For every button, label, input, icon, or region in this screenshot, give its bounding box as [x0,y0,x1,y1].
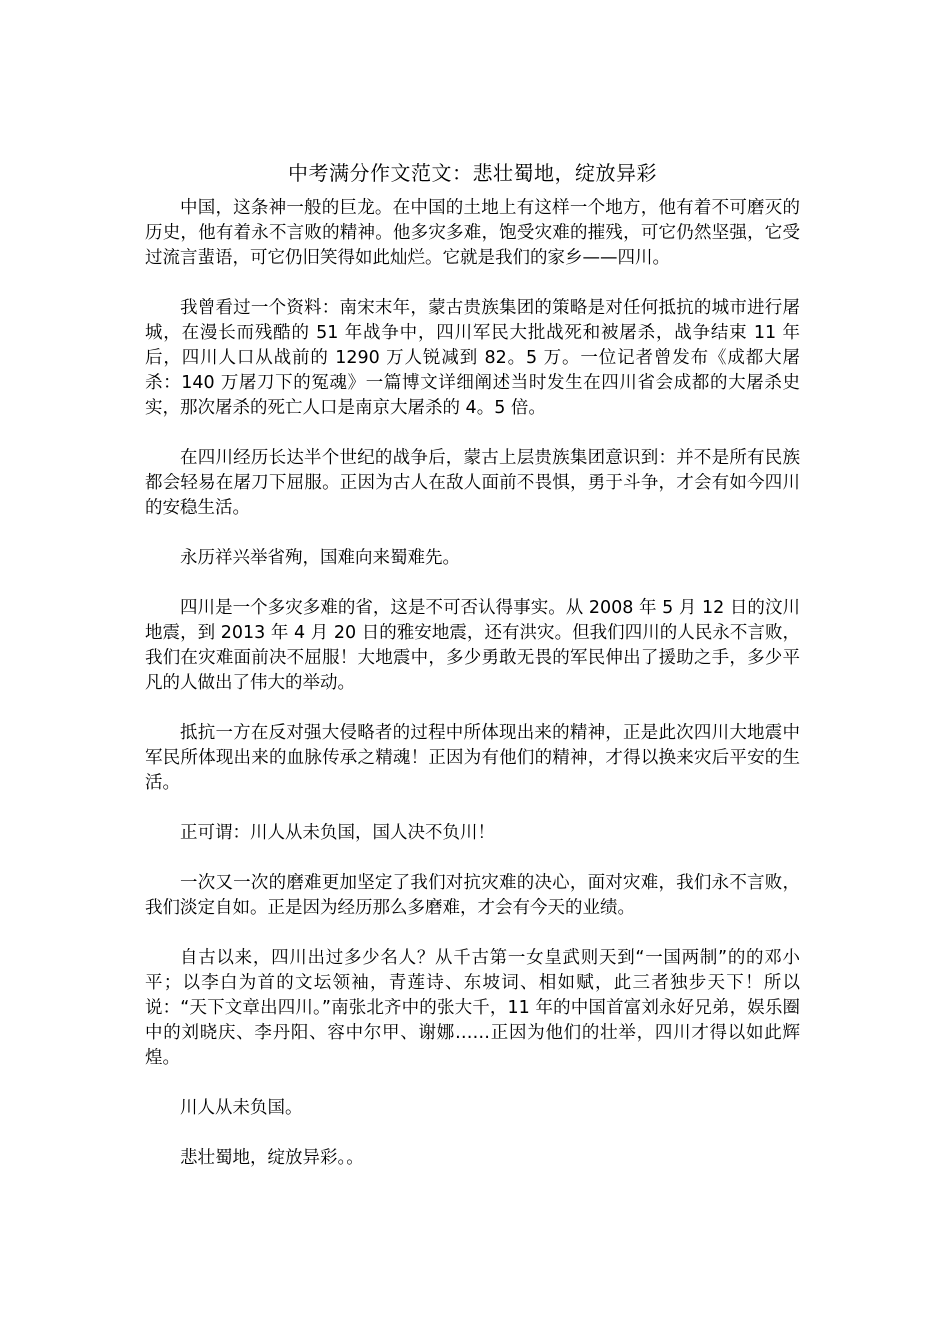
paragraph-2: 我曾看过一个资料：南宋末年，蒙古贵族集团的策略是对任何抵抗的城市进行屠城，在漫长而残酷的 51 年战争中，四川军民大批战死和被屠杀，战争结束 11 年后，四川人口从战前的 1290 万人锐减到 82。5 万。一位记者曾发布《成都大屠杀：140 万屠刀下的冤魂》一篇博文详细阐述当时发生在四川省会成都的大屠杀史实，那次屠杀的死亡人口是南京大屠杀的 4。5 倍。 [145,298,800,418]
paragraph-10: 川人从未负国。 [180,1098,303,1118]
paragraph-5: 四川是一个多灾多难的省，这是不可否认得事实。从 2008 年 5 月 12 日的汶川地震，到 2013 年 4 月 20 日的雅安地震，还有洪灾。但我们四川的人民永不言败，我们在灾难面前决不屈服！大地震中，多少勇敢无畏的军民伸出了援助之手，多少平凡的人做出了伟大的举动。 [145,598,800,693]
paragraph-7: 正可谓：川人从未负国，国人决不负川！ [180,823,495,843]
paragraph-1: 中国，这条神一般的巨龙。在中国的土地上有这样一个地方，他有着不可磨灭的历史，他有着永不言败的精神。他多灾多难，饱受灾难的摧残，可它仍然坚强，它受过流言蜚语，可它仍旧笑得如此灿烂。它就是我们的家乡——四川。 [145,198,800,268]
document-title: 中考满分作文范文：悲壮蜀地，绽放异彩 [288,161,657,185]
paragraph-3: 在四川经历长达半个世纪的战争后，蒙古上层贵族集团意识到：并不是所有民族都会轻易在屠刀下屈服。正因为古人在敌人面前不畏惧，勇于斗争，才会有如今四川的安稳生活。 [145,448,800,518]
document-page [145,158,800,1196]
paragraph-6: 抵抗一方在反对强大侵略者的过程中所体现出来的精神，正是此次四川大地震中军民所体现出来的血脉传承之精魂！正因为有他们的精神，才得以换来灾后平安的生活。 [145,723,800,793]
paragraph-11: 悲壮蜀地，绽放异彩。。 [180,1148,364,1168]
paragraph-8: 一次又一次的磨难更加坚定了我们对抗灾难的决心，面对灾难，我们永不言败，我们淡定自如。正是因为经历那么多磨难，才会有今天的业绩。 [145,873,800,918]
paragraph-9: 自古以来，四川出过多少名人？从千古第一女皇武则天到“一国两制”的的邓小平；以李白为首的文坛领袖，青莲诗、东坡词、相如赋，此三者独步天下！所以说：“天下文章出四川。”南张北齐中的张大千，11 年的中国首富刘永好兄弟，娱乐圈中的刘晓庆、李丹阳、容中尔甲、谢娜……正因为他们的壮举，四川才得以如此辉煌。 [145,948,800,1068]
paragraph-4: 永历祥兴举省殉，国难向来蜀难先。 [180,548,460,568]
